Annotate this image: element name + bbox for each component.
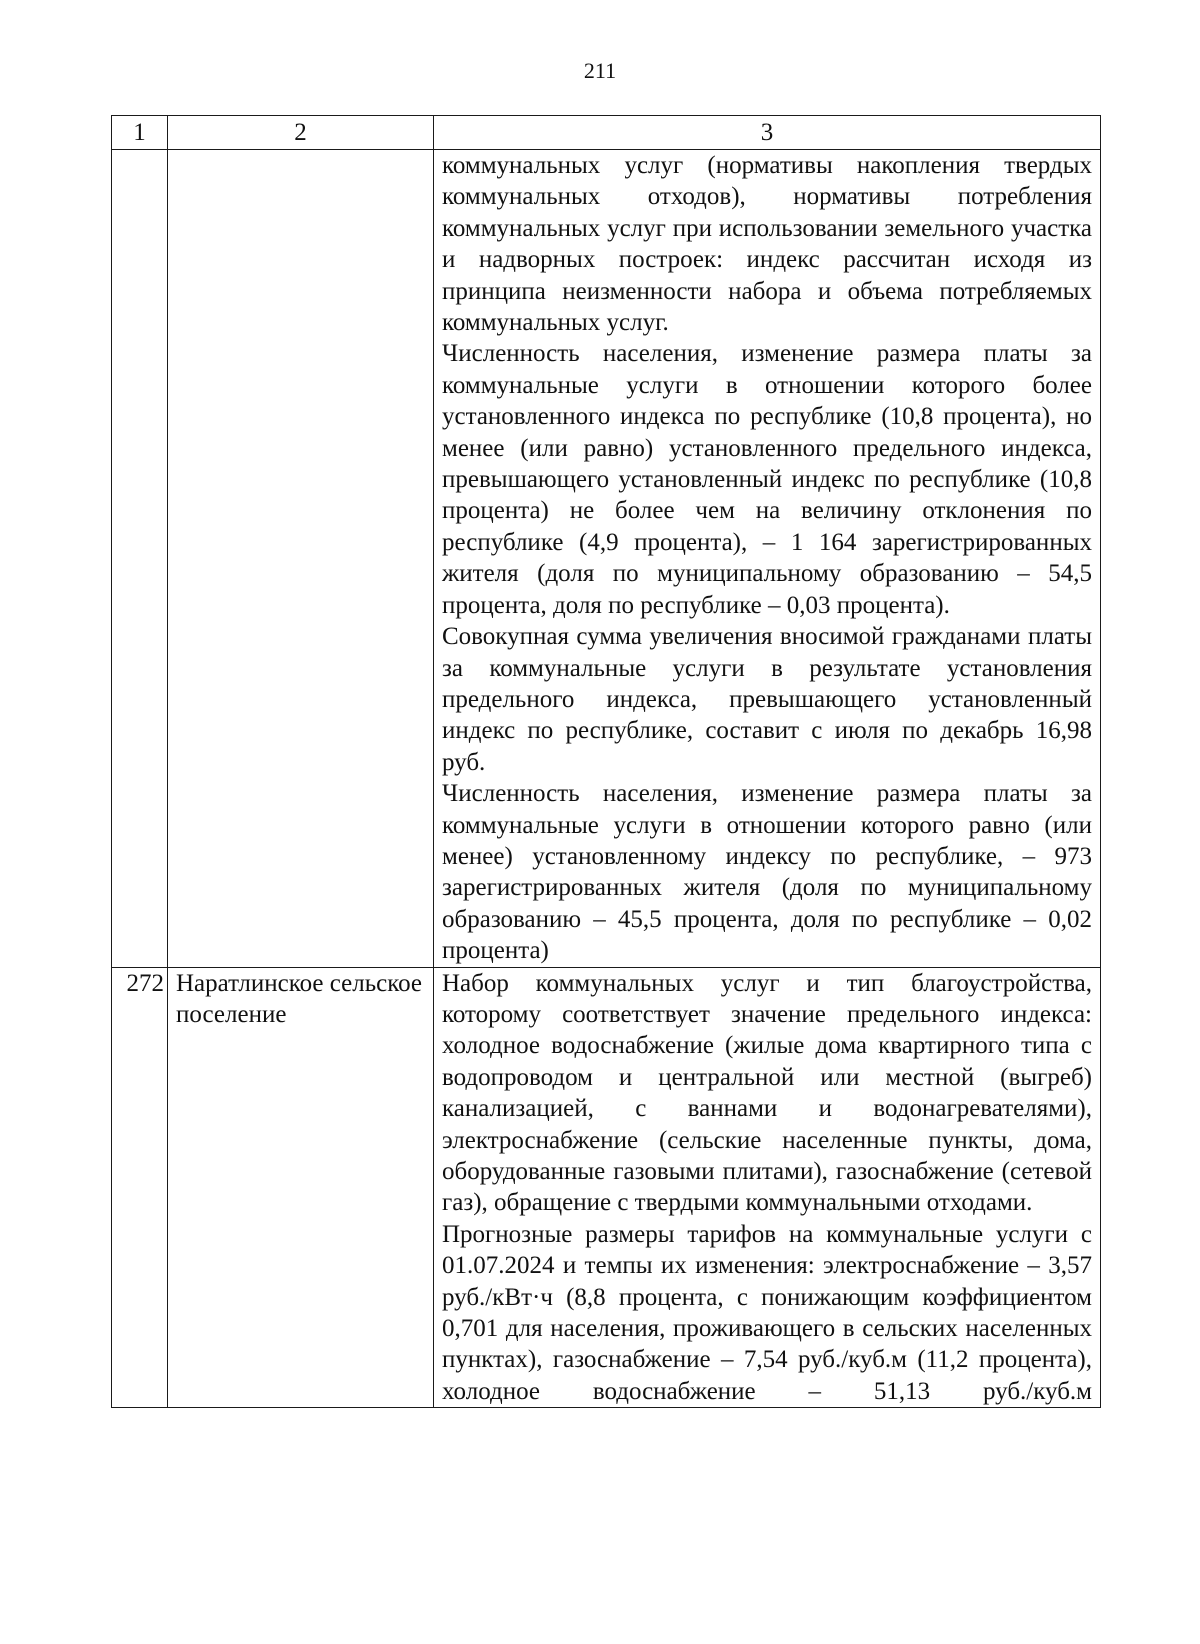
data-table <box>111 115 1101 1408</box>
paragraph: Набор коммунальных услуг и тип благоустройства, которому соответствует значение предельного индекса: холодное водоснабжение (жилые дома квартирного типа с водопроводом и центральной или местной (выгреб) канализацией, с ваннами и водонагревателями), электроснабжение (сельские населенные пункты, дома, оборудованные газовыми плитами), газоснабжение (сетевой газ), обращение с твердыми коммунальными отходами. <box>442 969 1092 1217</box>
table-row-continuation <box>112 150 1101 968</box>
column-header-2: 2 <box>168 116 434 150</box>
row-number-cell: 272 <box>112 967 168 1408</box>
row-number-cell <box>112 150 168 968</box>
table-row-272 <box>112 967 1101 1408</box>
table-header-row <box>112 116 1101 150</box>
paragraph: Численность населения, изменение размера платы за коммунальные услуги в отношении которого более установленного индекса по республике (10,8 процента), но менее (или равно) установленного предельного индекса, превышающего установленный индекс по республике (10,8 процента) не более чем на величину отклонения по республике (4,9 процента), – 1 164 зарегистрированных жителя (доля по муниципальному образованию – 54,5 процента, доля по республике – 0,03 процента). <box>442 340 1092 619</box>
column-header-3: 3 <box>434 116 1101 150</box>
page-number: 211 <box>583 58 617 83</box>
description-cell <box>434 967 1101 1408</box>
paragraph: коммунальных услуг (нормативы накопления твердых коммунальных отходов), нормативы потребления коммунальных услуг при использовании земельного участка и надворных построек: индекс рассчитан исходя из принципа неизменности набора и объема потребляемых коммунальных услуг. <box>442 152 1092 337</box>
paragraph: Совокупная сумма увеличения вносимой гражданами платы за коммунальные услуги в результате установления предельного индекса, превышающего установленный индекс по республике, составит с июля по декабрь 16,98 руб. <box>442 623 1092 776</box>
column-header-1: 1 <box>112 116 168 150</box>
paragraph: Прогнозные размеры тарифов на коммунальные услуги с 01.07.2024 и темпы их изменения: электроснабжение – 3,57 руб./кВт·ч (8,8 процента, с понижающим коэффициентом 0,701 для населения, проживающего в сельских населенных пунктах), газоснабжение – 7,54 руб./куб.м (11,2 процента), холодное водоснабжение – 51,13 руб./куб.м <box>442 1220 1092 1405</box>
municipality-cell <box>168 967 434 1408</box>
paragraph: Численность населения, изменение размера платы за коммунальные услуги в отношении которого равно (или менее) установленному индексу по республике, – 973 зарегистрированных жителя (доля по муниципальному образованию – 45,5 процента, доля по республике – 0,02 процента) <box>442 780 1092 965</box>
municipality-name: Наратлинское сельское поселение <box>176 969 423 1028</box>
municipality-cell <box>168 150 434 968</box>
description-cell <box>434 150 1101 968</box>
